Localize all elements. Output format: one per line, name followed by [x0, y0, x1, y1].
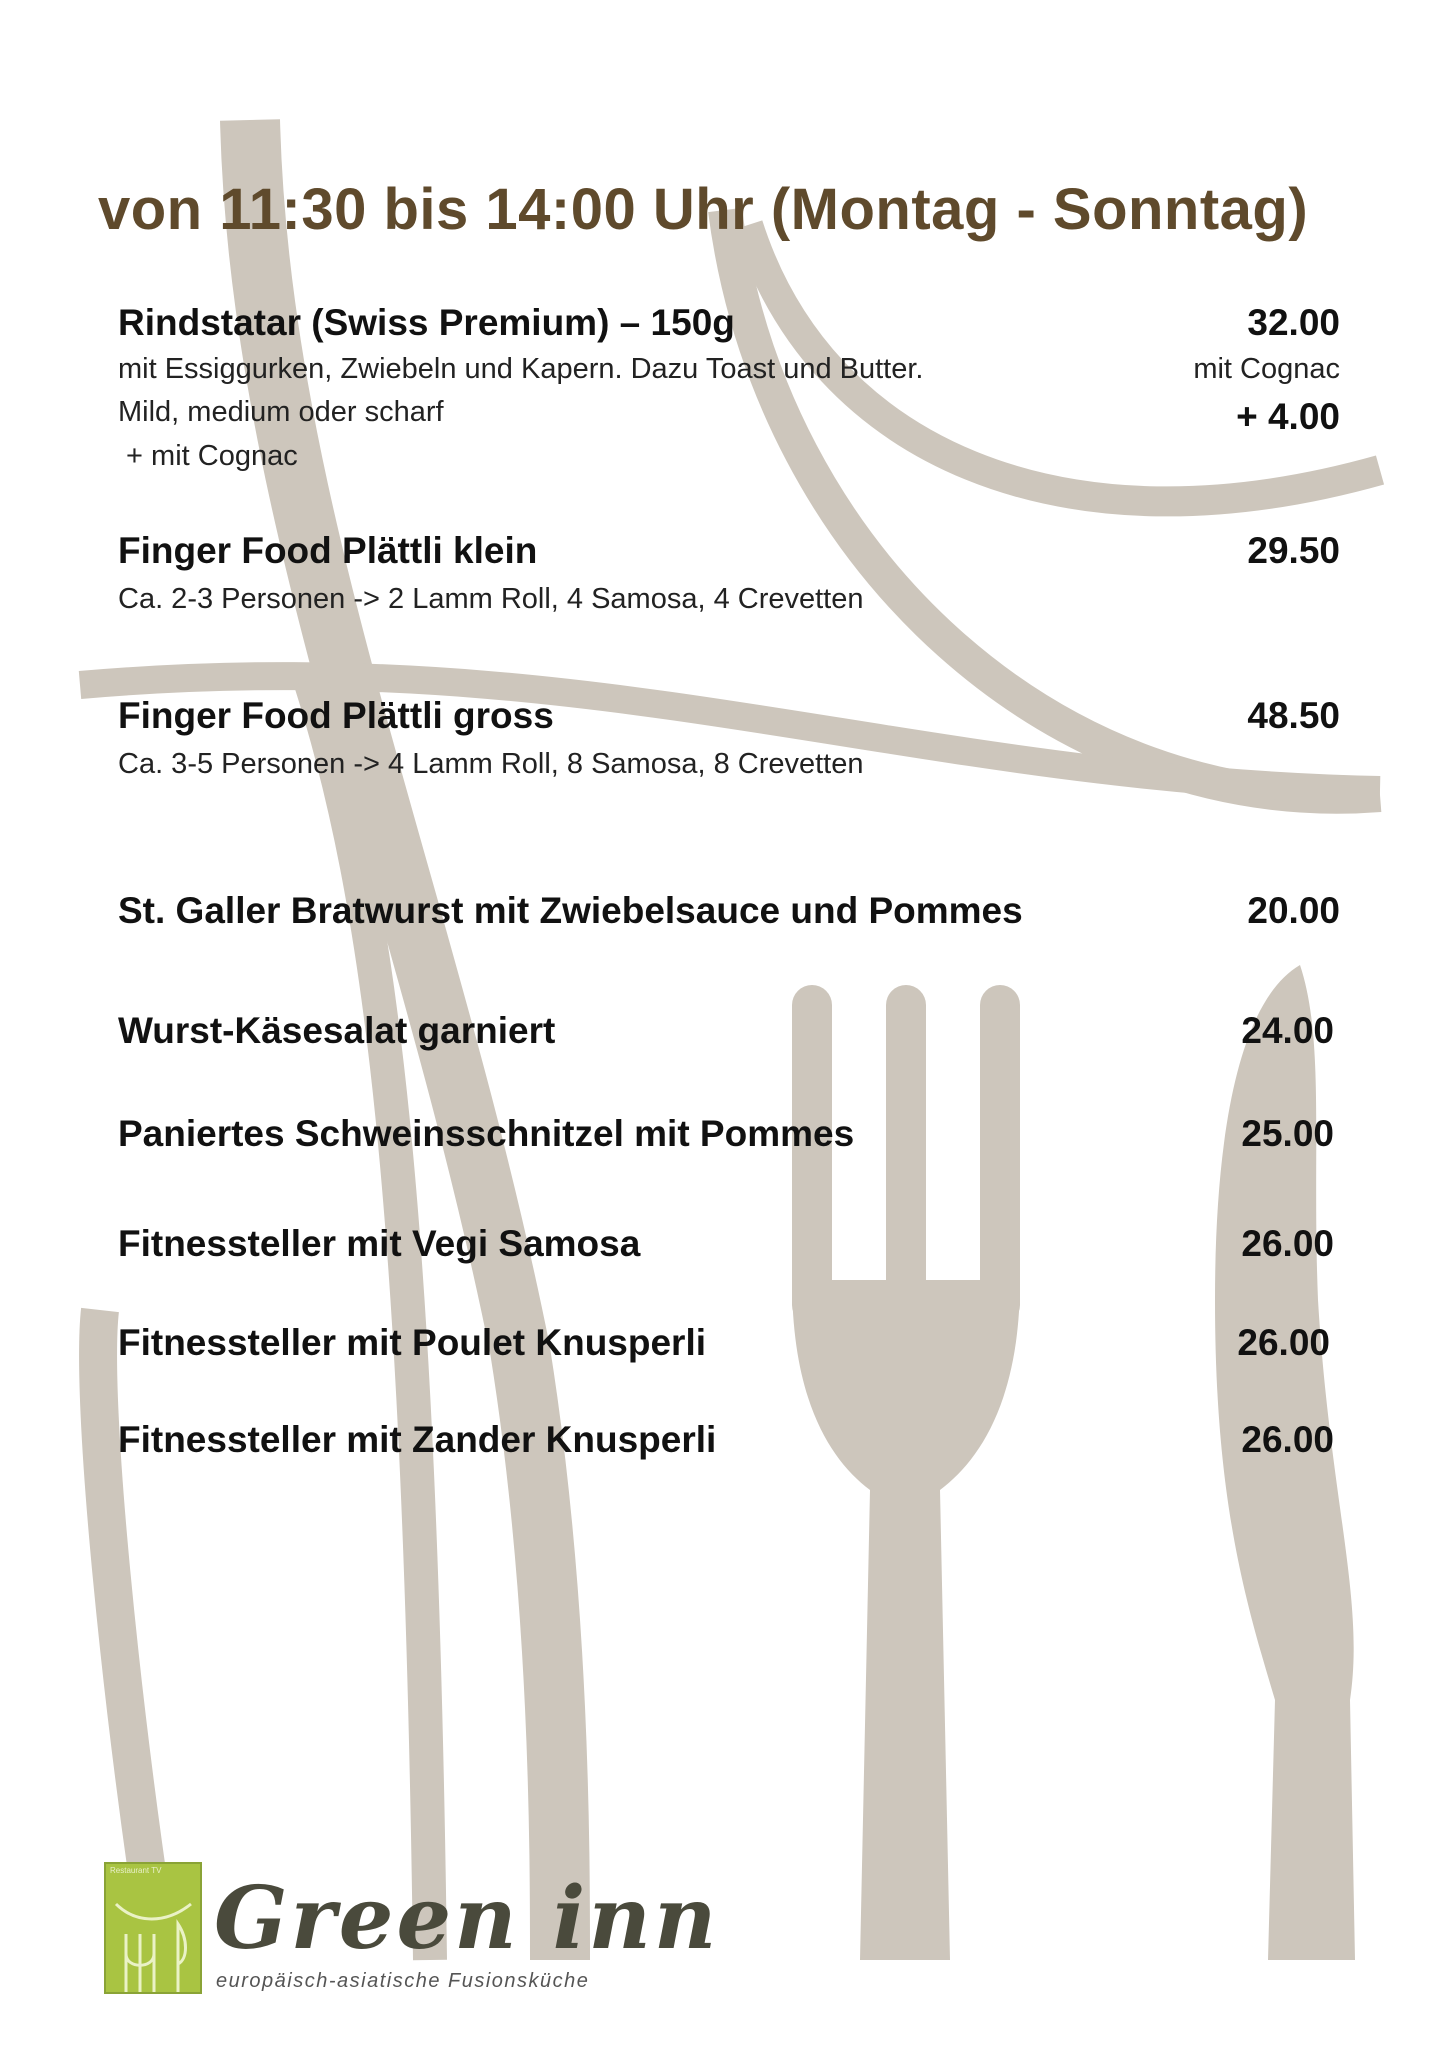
menu-item-description: Mild, medium oder scharf	[118, 396, 444, 428]
menu-item-price-note: mit Cognac	[1193, 353, 1340, 385]
menu-item-description: mit Essiggurken, Zwiebeln und Kapern. Dazu Toast und Butter.	[118, 353, 924, 385]
menu-item-description: Ca. 2-3 Personen -> 2 Lamm Roll, 4 Samosa, 4 Crevetten	[118, 583, 864, 615]
logo-emblem	[104, 1862, 202, 1994]
menu-item-name: Finger Food Plättli gross	[118, 695, 554, 736]
menu-item-price: 26.00	[1237, 1322, 1330, 1363]
logo-cutlery-icon	[106, 1864, 200, 1992]
menu-item-price: 24.00	[1241, 1010, 1334, 1051]
menu-item-price: 32.00	[1247, 302, 1340, 343]
menu-item-name: Fitnessteller mit Poulet Knusperli	[118, 1322, 707, 1363]
logo-wordmark: Green inn	[214, 1868, 720, 1969]
menu-item-price: 48.50	[1247, 695, 1340, 736]
menu-item-name: Fitnessteller mit Zander Knusperli	[118, 1419, 717, 1460]
menu-item-price: 29.50	[1247, 530, 1340, 571]
restaurant-logo	[104, 1858, 720, 2008]
menu-item-name: Rindstatar (Swiss Premium) – 150g	[118, 302, 735, 343]
page-title: von 11:30 bis 14:00 Uhr (Montag - Sonntag)	[98, 177, 1309, 242]
menu-item-price: 26.00	[1241, 1223, 1334, 1264]
logo-subtitle: europäisch-asiatische Fusionsküche	[216, 1970, 590, 1992]
menu-item-name: Paniertes Schweinsschnitzel mit Pommes	[118, 1113, 855, 1154]
menu-item-name: Fitnessteller mit Vegi Samosa	[118, 1223, 641, 1264]
menu-item-name: Finger Food Plättli klein	[118, 530, 538, 571]
menu-item-description: Ca. 3-5 Personen -> 4 Lamm Roll, 8 Samosa, 8 Crevetten	[118, 748, 864, 780]
menu-item-name: St. Galler Bratwurst mit Zwiebelsauce und Pommes	[118, 890, 1023, 931]
menu-item-price: 25.00	[1241, 1113, 1334, 1154]
logo-tag: Restaurant TV	[110, 1866, 162, 1875]
menu-item-description: + mit Cognac	[118, 440, 298, 472]
menu-item-price-extra: + 4.00	[1236, 396, 1340, 437]
menu-item-name: Wurst-Käsesalat garniert	[118, 1010, 556, 1051]
menu-item-price: 26.00	[1241, 1419, 1334, 1460]
menu-item-price: 20.00	[1247, 890, 1340, 931]
